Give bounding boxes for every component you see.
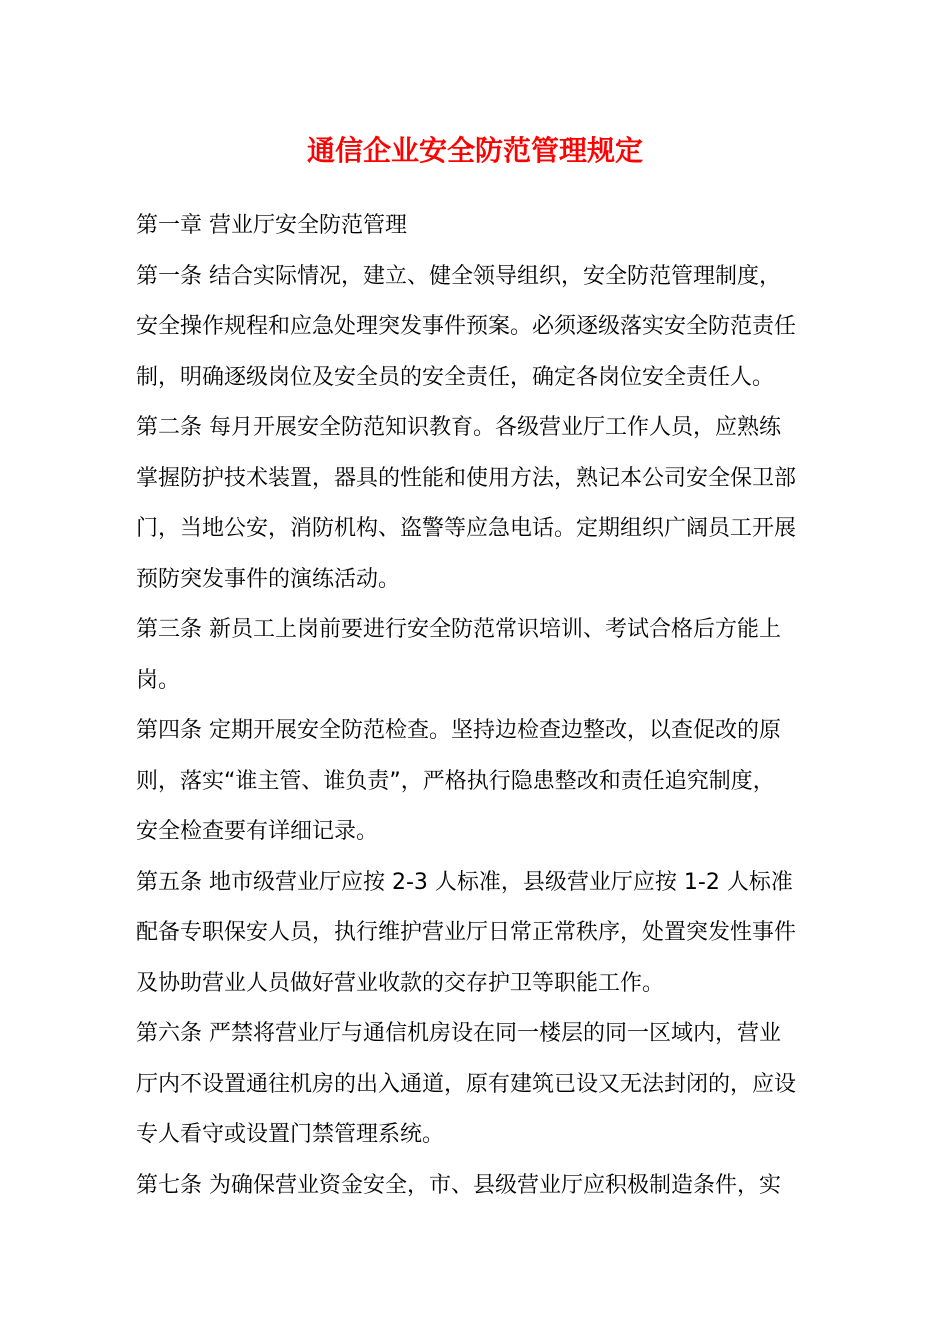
text-line: 则，落实“谁主管、谁负责”，严格执行隐患整改和责任追究制度， bbox=[136, 768, 775, 794]
text-line: 掌握防护技术装置，器具的性能和使用方法，熟记本公司安全保卫部 bbox=[136, 465, 797, 491]
text-line: 及协助营业人员做好营业收款的交存护卫等职能工作。 bbox=[136, 970, 665, 996]
text-line: 门，当地公安，消防机构、盗警等应急电话。定期组织广阔员工开展 bbox=[136, 516, 797, 541]
text-line: 专人看守或设置门禁管理系统。 bbox=[136, 1122, 445, 1147]
text-line: 安全检查要有详细记录。 bbox=[136, 819, 379, 844]
text-line: 安全操作规程和应急处理突发事件预案。必须逐级落实安全防范责任 bbox=[136, 314, 797, 339]
text-line: 岗。 bbox=[136, 667, 181, 693]
text-line: 第二条 每月开展安全防范知识教育。各级营业厅工作人员，应熟练 bbox=[136, 415, 781, 440]
text-line: 第一条 结合实际情况，建立、健全领导组织，安全防范管理制度， bbox=[136, 263, 781, 289]
text-line: 第七条 为确保营业资金安全，市、县级营业厅应积极制造条件，实 bbox=[136, 1172, 781, 1198]
chapter-heading: 第一章 营业厅安全防范管理 bbox=[136, 213, 407, 238]
text-line: 第五条 地市级营业厅应按 2-3 人标准，县级营业厅应按 1-2 人标准 bbox=[136, 869, 793, 895]
document-body bbox=[136, 207, 816, 1217]
text-line: 配备专职保安人员，执行维护营业厅日常正常秩序，处置突发性事件 bbox=[136, 920, 797, 945]
text-line: 制，明确逐级岗位及安全员的安全责任，确定各岗位安全责任人。 bbox=[136, 364, 775, 390]
document-title: 通信企业安全防范管理规定 bbox=[306, 134, 643, 167]
text-line: 预防突发事件的演练活动。 bbox=[136, 566, 401, 592]
text-line: 第四条 定期开展安全防范检查。坚持边检查边整改，以查促改的原 bbox=[136, 718, 781, 743]
text-line: 第三条 新员工上岗前要进行安全防范常识培训、考试合格后方能上 bbox=[136, 617, 781, 642]
text-line: 厅内不设置通往机房的出入通道，原有建筑已设又无法封闭的，应设 bbox=[136, 1071, 797, 1097]
text-line: 第六条 严禁将营业厅与通信机房设在同一楼层的同一区域内，营业 bbox=[136, 1021, 781, 1046]
